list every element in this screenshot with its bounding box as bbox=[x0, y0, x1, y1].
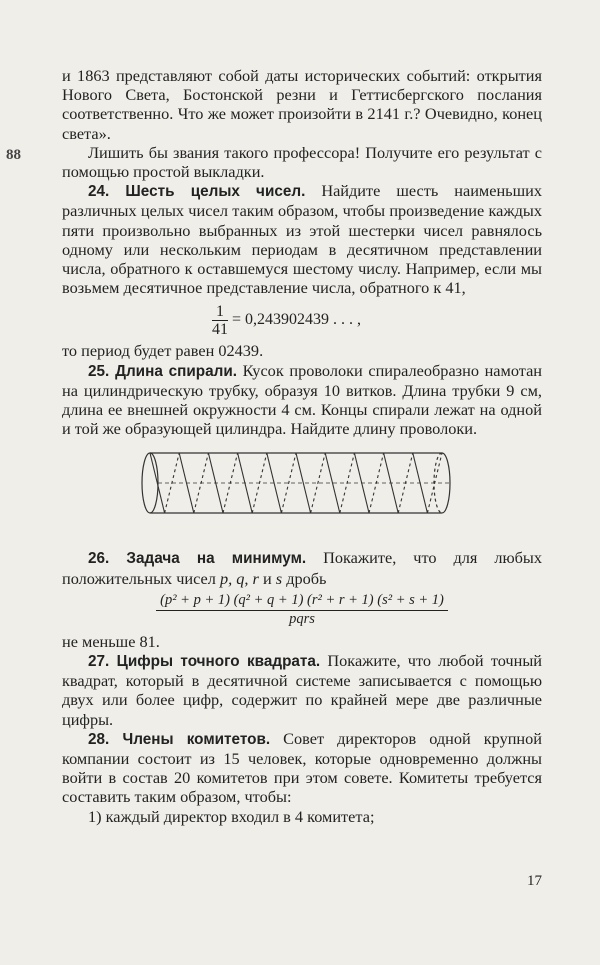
problem-27-title: 27. Цифры точного квадрата. bbox=[88, 653, 321, 671]
problem-27-text: Покажите, что любой точный квадрат, который в десятичной системе записывается с помощью двух или более цифр, содержит по крайней мере две различные цифры. bbox=[62, 651, 542, 729]
paragraph-comment: Лишить бы звания такого профессора! Получите его результат с помощью простой выкладки. bbox=[62, 142, 542, 182]
helix-front-segment bbox=[150, 453, 165, 513]
problem-26-vars: p, q, r bbox=[219, 568, 259, 588]
spiral-cylinder-diagram bbox=[140, 448, 452, 518]
spiral-figure bbox=[62, 448, 542, 528]
problem-28-text: Совет директоров одной крупной компании состоит из 15 человек, которые одновременно должны войти в состав 20 комитетов при этом совете. Комитеты требуется составить таким образом, чтобы: bbox=[62, 728, 542, 807]
problem-25-title: 25. Длина спирали. bbox=[88, 362, 238, 380]
formula-reciprocal-41 bbox=[62, 297, 542, 341]
formula-numerator: 1 bbox=[212, 303, 228, 321]
problem-28-title: 28. Члены комитетов. bbox=[88, 730, 271, 748]
problem-27 bbox=[62, 651, 542, 729]
formula-denominator: 41 bbox=[212, 321, 228, 339]
formula-rhs: = 0,243902439 . . . , bbox=[232, 311, 362, 329]
paragraph-continuation: и 1863 представляют собой даты исторических событий: открытия Нового Света, Бостонской резни и Геттисбергского послания соответственно. Что же может произойти в 2141 г.? Очевидно, конец света». bbox=[62, 66, 542, 143]
problem-24-after: то период будет равен 02439. bbox=[62, 341, 264, 361]
problem-26-text-c: дробь bbox=[286, 568, 327, 588]
formula-fraction bbox=[62, 592, 542, 628]
problem-26-text-b: и bbox=[262, 568, 272, 588]
problem-24-title: 24. Шесть целых чисел. bbox=[88, 183, 306, 201]
page-body bbox=[62, 66, 542, 826]
problem-28 bbox=[62, 729, 542, 807]
problem-26-after: не меньше 81. bbox=[62, 631, 160, 651]
problem-26-var-s: s bbox=[275, 568, 283, 588]
problem-26-title: 26. Задача на минимум. bbox=[88, 550, 307, 568]
problem-24 bbox=[62, 181, 542, 297]
problem-25 bbox=[62, 361, 542, 439]
problem-24-text: Найдите шесть наименьших различных целых чисел таким образом, чтобы произведение каждых пяти произвольно выбранных из этой шестерки чисел равнялось одному или нескольким периодам в десятичном представлении числа, обратного к оставшемуся шестому числу. Например, если мы возьмем десятичное представление числа, обратного к 41, bbox=[62, 181, 542, 298]
formula-fraction-numerator: (p² + p + 1) (q² + q + 1) (r² + r + 1) (s² + s + 1) bbox=[156, 592, 448, 611]
problem-25-text: Кусок проволоки спиралеобразно намотан на цилиндрическую трубку, образуя 10 витков. Длина трубки 9 см, длина ее внешней окружности 4 см. Концы спирали лежат на одной и той же образующей цилиндра. Найдите длину проволоки. bbox=[62, 360, 543, 439]
formula-fraction-denominator: pqrs bbox=[289, 610, 315, 627]
margin-number: 88 bbox=[6, 147, 21, 163]
problem-26 bbox=[62, 548, 542, 587]
page-number: 17 bbox=[527, 873, 542, 889]
problem-26-text-a: Покажите, что для любых положительных чисел bbox=[62, 548, 542, 588]
problem-28-item-1: 1) каждый директор входил в 4 комитета; bbox=[88, 806, 375, 826]
